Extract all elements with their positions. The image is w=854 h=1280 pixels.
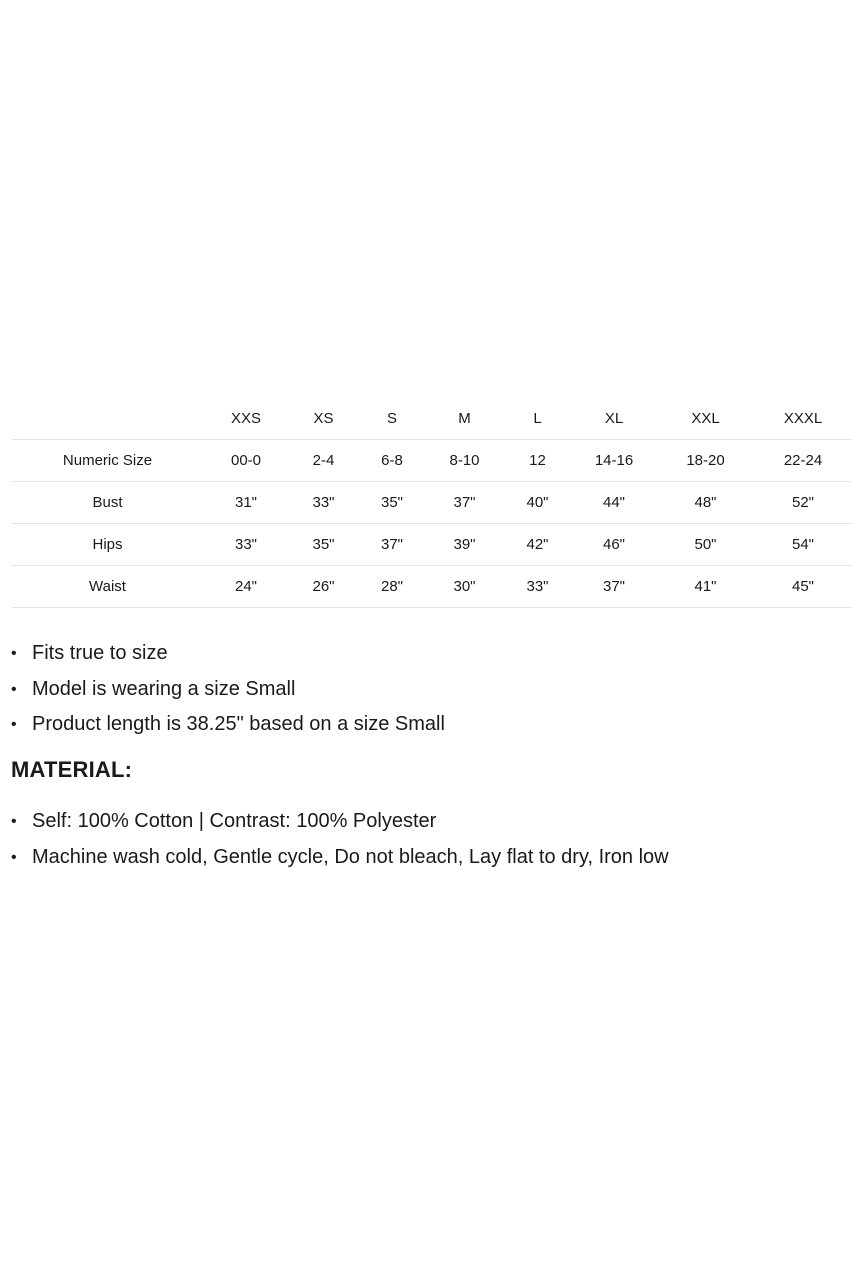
table-cell: 31" [204, 482, 288, 524]
table-cell: 39" [425, 524, 504, 566]
size-header-m: M [425, 398, 504, 440]
size-header-xxs: XXS [204, 398, 288, 440]
table-cell: 33" [504, 566, 571, 608]
table-cell: 37" [359, 524, 425, 566]
material-heading: MATERIAL: [11, 757, 133, 782]
table-cell: 37" [425, 482, 504, 524]
table-cell: 40" [504, 482, 571, 524]
table-cell: 45" [754, 566, 852, 608]
table-cell: 42" [504, 524, 571, 566]
bullet-icon: • [11, 680, 17, 698]
list-item [11, 672, 841, 708]
waist-row [11, 566, 852, 608]
list-item [11, 636, 841, 672]
material-note-text: Machine wash cold, Gentle cycle, Do not bleach, Lay flat to dry, Iron low [32, 845, 669, 868]
table-cell: 6-8 [359, 440, 425, 482]
table-cell: 46" [571, 524, 657, 566]
table-cell: 00-0 [204, 440, 288, 482]
material-note-text: Self: 100% Cotton | Contrast: 100% Polyester [32, 810, 437, 832]
bullet-icon: • [11, 813, 17, 830]
table-cell: 30" [425, 566, 504, 608]
table-cell: 48" [657, 482, 754, 524]
list-item [11, 804, 841, 840]
row-label: Waist [11, 566, 204, 608]
table-cell: 24" [204, 566, 288, 608]
row-label: Hips [11, 524, 204, 566]
size-header-s: S [359, 398, 425, 440]
table-cell: 22-24 [754, 440, 852, 482]
table-cell: 41" [657, 566, 754, 608]
table-cell: 12 [504, 440, 571, 482]
bullet-icon: • [11, 645, 17, 662]
table-cell: 52" [754, 482, 852, 524]
list-item [11, 840, 841, 876]
table-cell: 44" [571, 482, 657, 524]
table-cell: 54" [754, 524, 852, 566]
list-item [11, 707, 841, 743]
size-header-l: L [504, 398, 571, 440]
fit-note-text: Fits true to size [32, 642, 168, 664]
table-cell: 26" [288, 566, 359, 608]
table-cell: 50" [657, 524, 754, 566]
bust-row [11, 482, 852, 524]
numeric-size-row [11, 440, 852, 482]
table-cell: 8-10 [425, 440, 504, 482]
table-cell: 33" [288, 482, 359, 524]
bullet-icon: • [11, 848, 17, 866]
hips-row [11, 524, 852, 566]
size-header-row [11, 398, 852, 440]
table-cell: 37" [571, 566, 657, 608]
table-cell: 35" [288, 524, 359, 566]
bullet-icon: • [11, 716, 17, 733]
size-header-xl: XL [571, 398, 657, 440]
fit-note-text: Model is wearing a size Small [32, 677, 296, 700]
table-cell: 35" [359, 482, 425, 524]
fit-note-text: Product length is 38.25" based on a size Small [32, 713, 445, 735]
row-label: Bust [11, 482, 204, 524]
fit-notes-list [11, 636, 841, 743]
row-label: Numeric Size [11, 440, 204, 482]
table-cell: 28" [359, 566, 425, 608]
table-cell: 2-4 [288, 440, 359, 482]
table-cell: 33" [204, 524, 288, 566]
table-cell: 14-16 [571, 440, 657, 482]
material-list [11, 804, 841, 875]
size-header-xxl: XXL [657, 398, 754, 440]
table-cell: 18-20 [657, 440, 754, 482]
header-corner-cell [11, 398, 204, 440]
size-chart-table [11, 398, 852, 608]
size-header-xxxl: XXXL [754, 398, 852, 440]
size-header-xs: XS [288, 398, 359, 440]
